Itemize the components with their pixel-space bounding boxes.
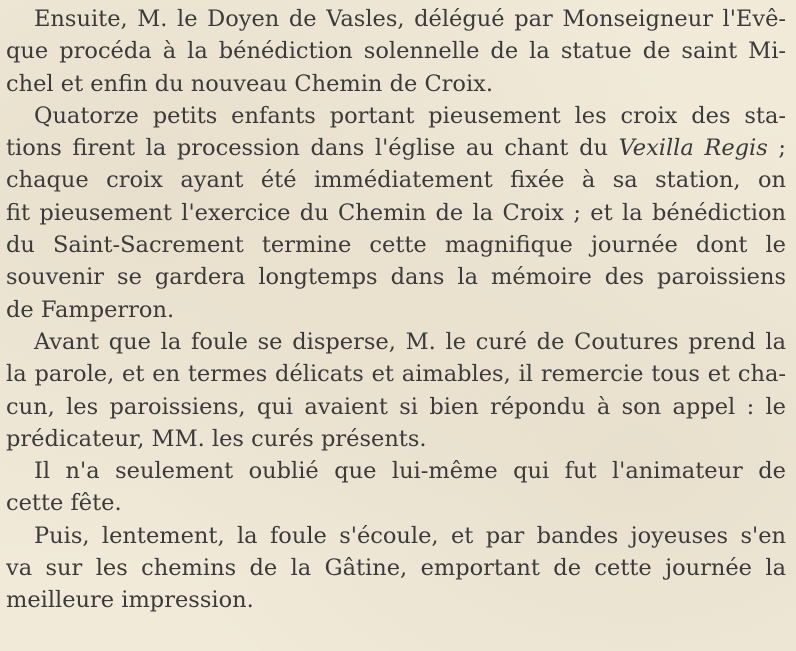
text-line: souvenir se gardera longtemps dans la mémoire des paroissiens [6, 264, 786, 291]
italic-title: Vexilla Regis [618, 135, 768, 162]
text-line: cun, les paroissiens, qui avaient si bien répondu à son appel : le [6, 393, 786, 420]
text-line: meilleure impression. [6, 587, 254, 614]
text-line: chaque croix ayant été immédiatement fixée à sa station, on [6, 167, 786, 194]
paragraph-closing [6, 520, 786, 617]
text-line: du Saint-Sacrement termine cette magnifique journée dont le [6, 232, 786, 259]
text-line: que procéda à la bénédiction solennelle de la statue de saint Mi- [6, 38, 786, 65]
text-line-italic: tions firent la procession dans l'église au chant du Vexilla Regis ; [6, 135, 786, 162]
text-line: va sur les chemins de la Gâtine, emportant de cette journée la [6, 555, 786, 582]
text-line: fit pieusement l'exercice du Chemin de la Croix ; et la bénédiction [6, 199, 786, 226]
text-line: Puis, lentement, la foule s'écoule, et par bandes joyeuses s'en [34, 522, 786, 549]
text-line: la parole, et en termes délicats et aimables, il remercie tous et cha- [6, 361, 786, 388]
text-line: cette fête. [6, 490, 122, 517]
paragraph-benediction [6, 3, 786, 100]
text-line: prédicateur, MM. les curés présents. [6, 425, 427, 452]
text-line: de Famperron. [6, 296, 175, 323]
paragraph-speech [6, 326, 786, 455]
text-line: Quatorze petits enfants portant pieusement les croix des sta- [34, 102, 786, 129]
text-line: Il n'a seulement oublié que lui-même qui fut l'animateur de [34, 458, 786, 485]
paragraph-animator [6, 455, 786, 520]
document-page [0, 3, 796, 651]
text-line: Avant que la foule se disperse, M. le curé de Coutures prend la [34, 328, 786, 355]
paragraph-procession [6, 100, 786, 326]
text-line: chel et enfin du nouveau Chemin de Croix. [6, 70, 494, 97]
text-line: Ensuite, M. le Doyen de Vasles, délégué par Monseigneur l'Evê- [34, 6, 786, 32]
